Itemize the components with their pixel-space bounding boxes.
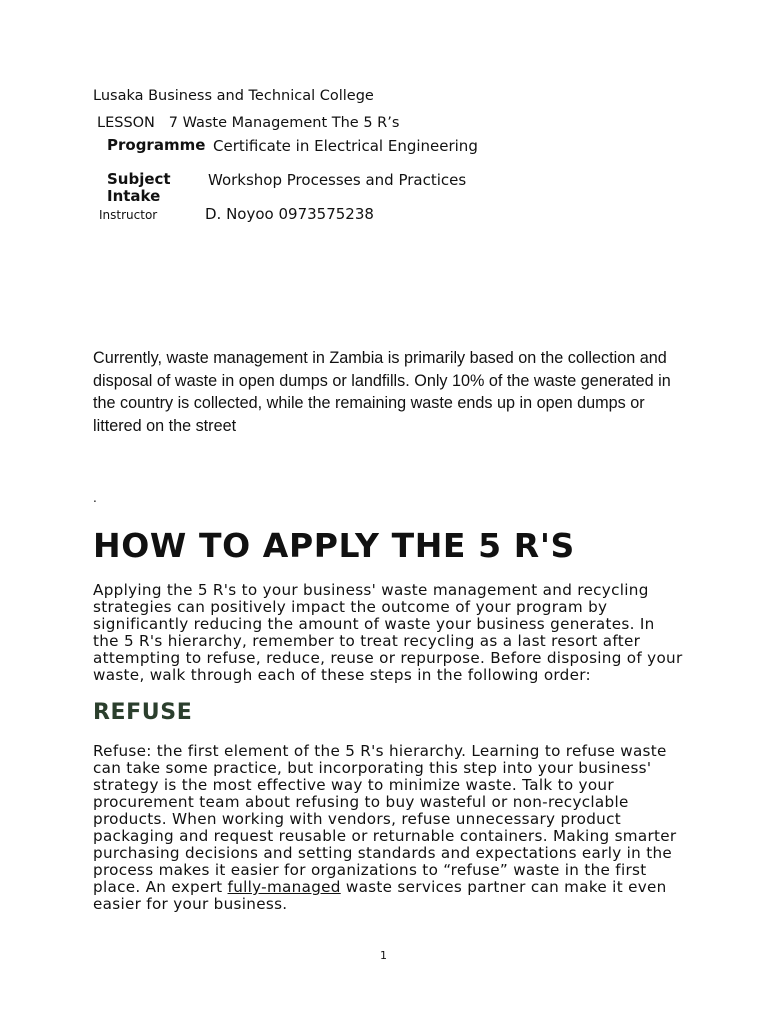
section-paragraph: Applying the 5 R's to your business' waste management and recycling strategies can positively impact the outcome of your program by significantly reducing the amount of waste your business generates. In the 5 R's hierarchy, remember to treat recycling as a last resort after attempting to refuse, reduce, reuse or repurpose. Before disposing of your waste, walk through each of these steps in the following order: <box>93 581 683 684</box>
refuse-text-after-link: waste services partner can make it even easier for your business. <box>93 878 667 913</box>
college-name: Lusaka Business and Technical College <box>93 88 374 104</box>
instructor-label: Instructor <box>99 208 158 222</box>
instructor-value: D. Noyoo 0973575238 <box>205 205 374 223</box>
intake-label: Intake <box>107 187 161 205</box>
fully-managed-link[interactable]: fully-managed <box>227 878 341 896</box>
refuse-paragraph <box>93 743 683 913</box>
lesson-title: LESSON 7 Waste Management The 5 R’s <box>97 115 400 131</box>
refuse-heading: REFUSE <box>93 700 193 725</box>
subject-label: Subject <box>107 170 171 188</box>
refuse-text-before-link: Refuse: the first element of the 5 R's hierarchy. Learning to refuse waste can take some practice, but incorporating this step into your business' strategy is the most effective way to minimize waste. Talk to your procurement team about refusing to buy wasteful or non-recyclable products. When working with vendors, refuse unnecessary product packaging and request reusable or returnable containers. Making smarter purchasing decisions and setting standards and expectations early in the process makes it easier for organizations to “refuse” waste in the first place. An expert <box>93 742 677 896</box>
stray-dot: . <box>93 491 97 505</box>
subject-value: Workshop Processes and Practices <box>208 171 467 189</box>
section-heading: HOW TO APPLY THE 5 R'S <box>93 526 575 565</box>
programme-value: Certificate in Electrical Engineering <box>213 137 478 155</box>
intro-paragraph: Currently, waste management in Zambia is primarily based on the collection and disposal of waste in open dumps or landfills. Only 10% of the waste generated in the country is collected, while the remaining waste ends up in open dumps or littered on the street <box>93 349 671 436</box>
page-number: 1 <box>380 949 387 962</box>
programme-label: Programme <box>107 136 206 154</box>
